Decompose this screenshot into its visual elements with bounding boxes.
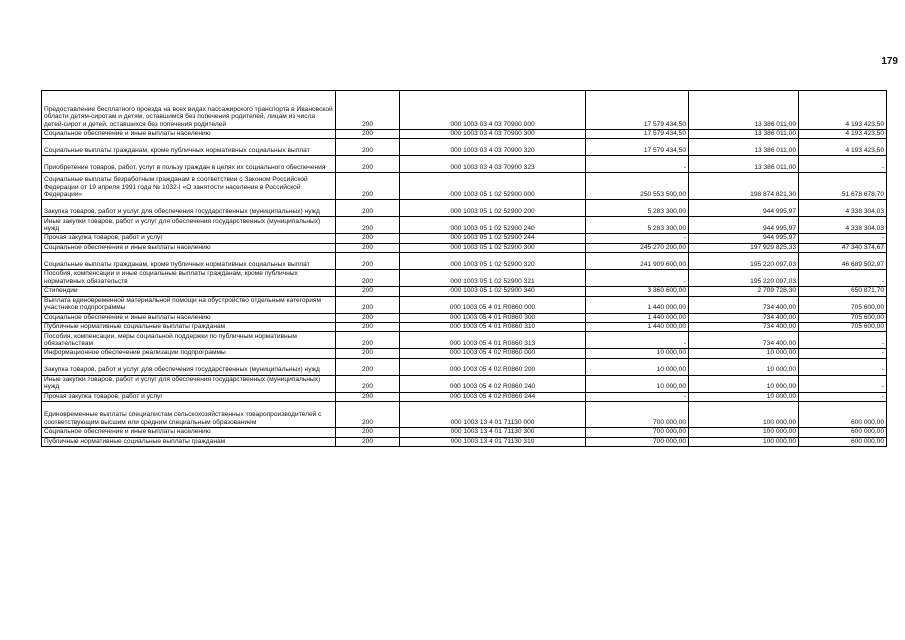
row-approved-amount: 700 000,00 <box>586 402 689 428</box>
row-approved-amount: 1 440 000,00 <box>586 313 689 322</box>
table-row <box>42 217 887 234</box>
table-row <box>42 437 887 446</box>
row-executed-amount: 734 400,00 <box>689 313 799 322</box>
row-executed-amount: 734 400,00 <box>689 323 799 332</box>
row-unexecuted-amount: - <box>799 392 887 401</box>
row-budget-code: 000 1003 05 1 02 52900 000 <box>400 173 586 200</box>
row-budget-code: 000 1003 05 4 02 R0860 200 <box>400 358 586 375</box>
table-row <box>42 156 887 173</box>
row-approved-amount: 10 000,00 <box>586 375 689 392</box>
row-executed-amount: 944 995,97 <box>689 200 799 217</box>
row-line-code: 200 <box>336 358 400 375</box>
row-line-code: 200 <box>336 200 400 217</box>
row-name: Информационное обеспечение реализации подпрограммы <box>42 349 336 358</box>
row-budget-code: 000 1003 13 4 01 71130 300 <box>400 428 586 437</box>
table-row <box>42 130 887 139</box>
row-approved-amount: 1 440 000,00 <box>586 296 689 313</box>
row-approved-amount: 17 579 434,50 <box>586 139 689 156</box>
row-approved-amount: 3 360 600,00 <box>586 287 689 296</box>
row-budget-code: 000 1003 05 1 02 52900 300 <box>400 243 586 252</box>
row-unexecuted-amount: 46 689 502,97 <box>799 253 887 270</box>
row-line-code: 200 <box>336 313 400 322</box>
row-unexecuted-amount: - <box>799 234 887 243</box>
row-executed-amount: 197 929 825,33 <box>689 243 799 252</box>
row-unexecuted-amount: 650 871,70 <box>799 287 887 296</box>
table-row <box>42 287 887 296</box>
row-line-code: 200 <box>336 217 400 234</box>
row-budget-code: 000 1003 13 4 01 71130 000 <box>400 402 586 428</box>
row-executed-amount: 195 220 097,03 <box>689 270 799 287</box>
row-budget-code: 000 1003 05 1 02 52900 244 <box>400 234 586 243</box>
row-unexecuted-amount: 705 600,00 <box>799 313 887 322</box>
table-row <box>42 253 887 270</box>
row-executed-amount: 734 400,00 <box>689 296 799 313</box>
table-row <box>42 139 887 156</box>
row-line-code: 200 <box>336 91 400 130</box>
row-unexecuted-amount: 600 000,00 <box>799 437 887 446</box>
row-budget-code: 000 1003 13 4 01 71130 310 <box>400 437 586 446</box>
row-executed-amount: 10 000,00 <box>689 358 799 375</box>
row-approved-amount: - <box>586 156 689 173</box>
budget-table-body <box>42 91 887 447</box>
row-name: Социальное обеспечение и иные выплаты населению <box>42 428 336 437</box>
row-executed-amount: 944 995,97 <box>689 217 799 234</box>
row-budget-code: 000 1003 05 1 02 52900 320 <box>400 253 586 270</box>
row-budget-code: 000 1003 03 4 03 70900 000 <box>400 91 586 130</box>
row-budget-code: 000 1003 05 4 01 R0860 310 <box>400 323 586 332</box>
row-name: Социальные выплаты безработным гражданам в соответствии с Законом Российской Федерации от 19 апреля 1991 года № 1032-I «О занятости населения в Российской Федерации» <box>42 173 336 200</box>
row-approved-amount: 241 909 600,00 <box>586 253 689 270</box>
row-line-code: 200 <box>336 234 400 243</box>
row-budget-code: 000 1003 03 4 03 70900 300 <box>400 130 586 139</box>
table-row <box>42 270 887 287</box>
row-executed-amount: 195 220 097,03 <box>689 253 799 270</box>
row-line-code: 200 <box>336 243 400 252</box>
table-row <box>42 91 887 130</box>
row-approved-amount: 250 553 500,00 <box>586 173 689 200</box>
table-row <box>42 200 887 217</box>
table-row <box>42 428 887 437</box>
row-approved-amount: 245 270 200,00 <box>586 243 689 252</box>
row-approved-amount: 5 283 300,00 <box>586 217 689 234</box>
table-row <box>42 323 887 332</box>
row-executed-amount: 13 386 011,00 <box>689 139 799 156</box>
row-name: Публичные нормативные социальные выплаты гражданам <box>42 437 336 446</box>
row-budget-code: 000 1003 05 4 02 R0860 000 <box>400 349 586 358</box>
table-row <box>42 392 887 401</box>
row-name: Публичные нормативные социальные выплаты гражданам <box>42 323 336 332</box>
row-name: Социальные выплаты гражданам, кроме публичных нормативных социальных выплат <box>42 139 336 156</box>
row-unexecuted-amount: 4 338 304,03 <box>799 200 887 217</box>
table-row <box>42 332 887 349</box>
row-name: Прочая закупка товаров, работ и услуг <box>42 234 336 243</box>
table-row <box>42 234 887 243</box>
row-executed-amount: 10 000,00 <box>689 375 799 392</box>
row-unexecuted-amount: - <box>799 332 887 349</box>
row-approved-amount: 5 283 300,00 <box>586 200 689 217</box>
row-approved-amount: 17 579 434,50 <box>586 130 689 139</box>
row-unexecuted-amount: 600 000,00 <box>799 402 887 428</box>
row-budget-code: 000 1003 05 4 01 R0860 313 <box>400 332 586 349</box>
table-row <box>42 243 887 252</box>
row-line-code: 200 <box>336 173 400 200</box>
row-executed-amount: 13 386 011,00 <box>689 156 799 173</box>
row-executed-amount: 198 874 821,30 <box>689 173 799 200</box>
row-unexecuted-amount: 47 340 374,67 <box>799 243 887 252</box>
table-row <box>42 313 887 322</box>
row-unexecuted-amount: - <box>799 358 887 375</box>
table-row <box>42 349 887 358</box>
row-budget-code: 000 1003 05 4 01 R0860 300 <box>400 313 586 322</box>
row-approved-amount: 700 000,00 <box>586 437 689 446</box>
row-unexecuted-amount: 4 193 423,50 <box>799 91 887 130</box>
row-executed-amount: 10 000,00 <box>689 392 799 401</box>
row-budget-code: 000 1003 05 1 02 52900 240 <box>400 217 586 234</box>
row-approved-amount: 10 000,00 <box>586 358 689 375</box>
row-unexecuted-amount: - <box>799 270 887 287</box>
row-line-code: 200 <box>336 402 400 428</box>
row-name: Социальное обеспечение и иные выплаты населению <box>42 313 336 322</box>
row-budget-code: 000 1003 05 4 02 R0860 244 <box>400 392 586 401</box>
row-name: Закупка товаров, работ и услуг для обеспечения государственных (муниципальных) нужд <box>42 358 336 375</box>
row-approved-amount: 17 579 434,50 <box>586 91 689 130</box>
row-unexecuted-amount: 705 600,00 <box>799 323 887 332</box>
row-unexecuted-amount: 51 678 678,70 <box>799 173 887 200</box>
row-name: Единовременные выплаты специалистам сельскохозяйственных товаропроизводителей с соответствующим высшим или средним специальным образованием <box>42 402 336 428</box>
row-executed-amount: 100 000,00 <box>689 428 799 437</box>
row-line-code: 200 <box>336 139 400 156</box>
row-line-code: 200 <box>336 287 400 296</box>
row-executed-amount: 10 000,00 <box>689 349 799 358</box>
row-executed-amount: 734 400,00 <box>689 332 799 349</box>
row-unexecuted-amount: 4 193 423,50 <box>799 130 887 139</box>
row-name: Предоставление бесплатного проезда на всех видах пассажирского транспорта в Ивановской области детям-сиротам и детям, оставшимся без попечения родителей, лицам из числа детей-сирот и детей, оставшихся без попечения родителей <box>42 91 336 130</box>
row-approved-amount: - <box>586 392 689 401</box>
row-unexecuted-amount: 600 000,00 <box>799 428 887 437</box>
row-line-code: 200 <box>336 323 400 332</box>
page-number: 179 <box>881 56 898 67</box>
row-executed-amount: 13 386 011,00 <box>689 130 799 139</box>
row-approved-amount: 1 440 000,00 <box>586 323 689 332</box>
row-name: Социальное обеспечение и иные выплаты населению <box>42 243 336 252</box>
row-name: Выплата единовременной материальной помощи на обустройство отдельным категориям участников подпрограммы <box>42 296 336 313</box>
row-line-code: 200 <box>336 428 400 437</box>
row-line-code: 200 <box>336 296 400 313</box>
table-row <box>42 358 887 375</box>
row-name: Приобретение товаров, работ, услуг в пользу граждан в целях их социального обеспечения <box>42 156 336 173</box>
row-line-code: 200 <box>336 156 400 173</box>
row-executed-amount: 944 995,97 <box>689 234 799 243</box>
row-approved-amount: - <box>586 234 689 243</box>
row-unexecuted-amount: - <box>799 156 887 173</box>
row-budget-code: 000 1003 05 1 02 52900 340 <box>400 287 586 296</box>
row-name: Пособия, компенсации и иные социальные выплаты гражданам, кроме публичных нормативных обязательств <box>42 270 336 287</box>
row-executed-amount: 100 000,00 <box>689 437 799 446</box>
row-unexecuted-amount: 4 338 304,03 <box>799 217 887 234</box>
row-unexecuted-amount: - <box>799 375 887 392</box>
row-executed-amount: 13 386 011,00 <box>689 91 799 130</box>
row-line-code: 200 <box>336 392 400 401</box>
row-budget-code: 000 1003 05 1 02 52900 200 <box>400 200 586 217</box>
row-approved-amount: - <box>586 332 689 349</box>
row-name: Закупка товаров, работ и услуг для обеспечения государственных (муниципальных) нужд <box>42 200 336 217</box>
row-name: Иные закупки товаров, работ и услуг для обеспечения государственных (муниципальных) нужд <box>42 217 336 234</box>
row-budget-code: 000 1003 05 1 02 52900 321 <box>400 270 586 287</box>
row-name: Стипендии <box>42 287 336 296</box>
budget-table <box>41 90 887 447</box>
row-line-code: 200 <box>336 437 400 446</box>
row-budget-code: 000 1003 03 4 03 70900 320 <box>400 139 586 156</box>
row-approved-amount: - <box>586 270 689 287</box>
row-line-code: 200 <box>336 375 400 392</box>
row-line-code: 200 <box>336 349 400 358</box>
row-unexecuted-amount: 705 600,00 <box>799 296 887 313</box>
row-budget-code: 000 1003 03 4 03 70900 323 <box>400 156 586 173</box>
row-line-code: 200 <box>336 130 400 139</box>
row-name: Прочая закупка товаров, работ и услуг <box>42 392 336 401</box>
row-name: Пособия, компенсации, меры социальной поддержки по публичным нормативным обязательствам <box>42 332 336 349</box>
row-name: Социальные выплаты гражданам, кроме публичных нормативных социальных выплат <box>42 253 336 270</box>
row-approved-amount: 10 000,00 <box>586 349 689 358</box>
row-name: Социальное обеспечение и иные выплаты населению <box>42 130 336 139</box>
table-row <box>42 296 887 313</box>
row-line-code: 200 <box>336 270 400 287</box>
table-row <box>42 375 887 392</box>
row-unexecuted-amount: 4 193 423,50 <box>799 139 887 156</box>
row-budget-code: 000 1003 05 4 01 R0860 000 <box>400 296 586 313</box>
table-row <box>42 173 887 200</box>
row-line-code: 200 <box>336 332 400 349</box>
row-approved-amount: 700 000,00 <box>586 428 689 437</box>
row-executed-amount: 100 000,00 <box>689 402 799 428</box>
row-executed-amount: 2 709 728,30 <box>689 287 799 296</box>
row-line-code: 200 <box>336 253 400 270</box>
row-name: Иные закупки товаров, работ и услуг для обеспечения государственных (муниципальных) нужд <box>42 375 336 392</box>
row-budget-code: 000 1003 05 4 02 R0860 240 <box>400 375 586 392</box>
row-unexecuted-amount: - <box>799 349 887 358</box>
table-row <box>42 402 887 428</box>
